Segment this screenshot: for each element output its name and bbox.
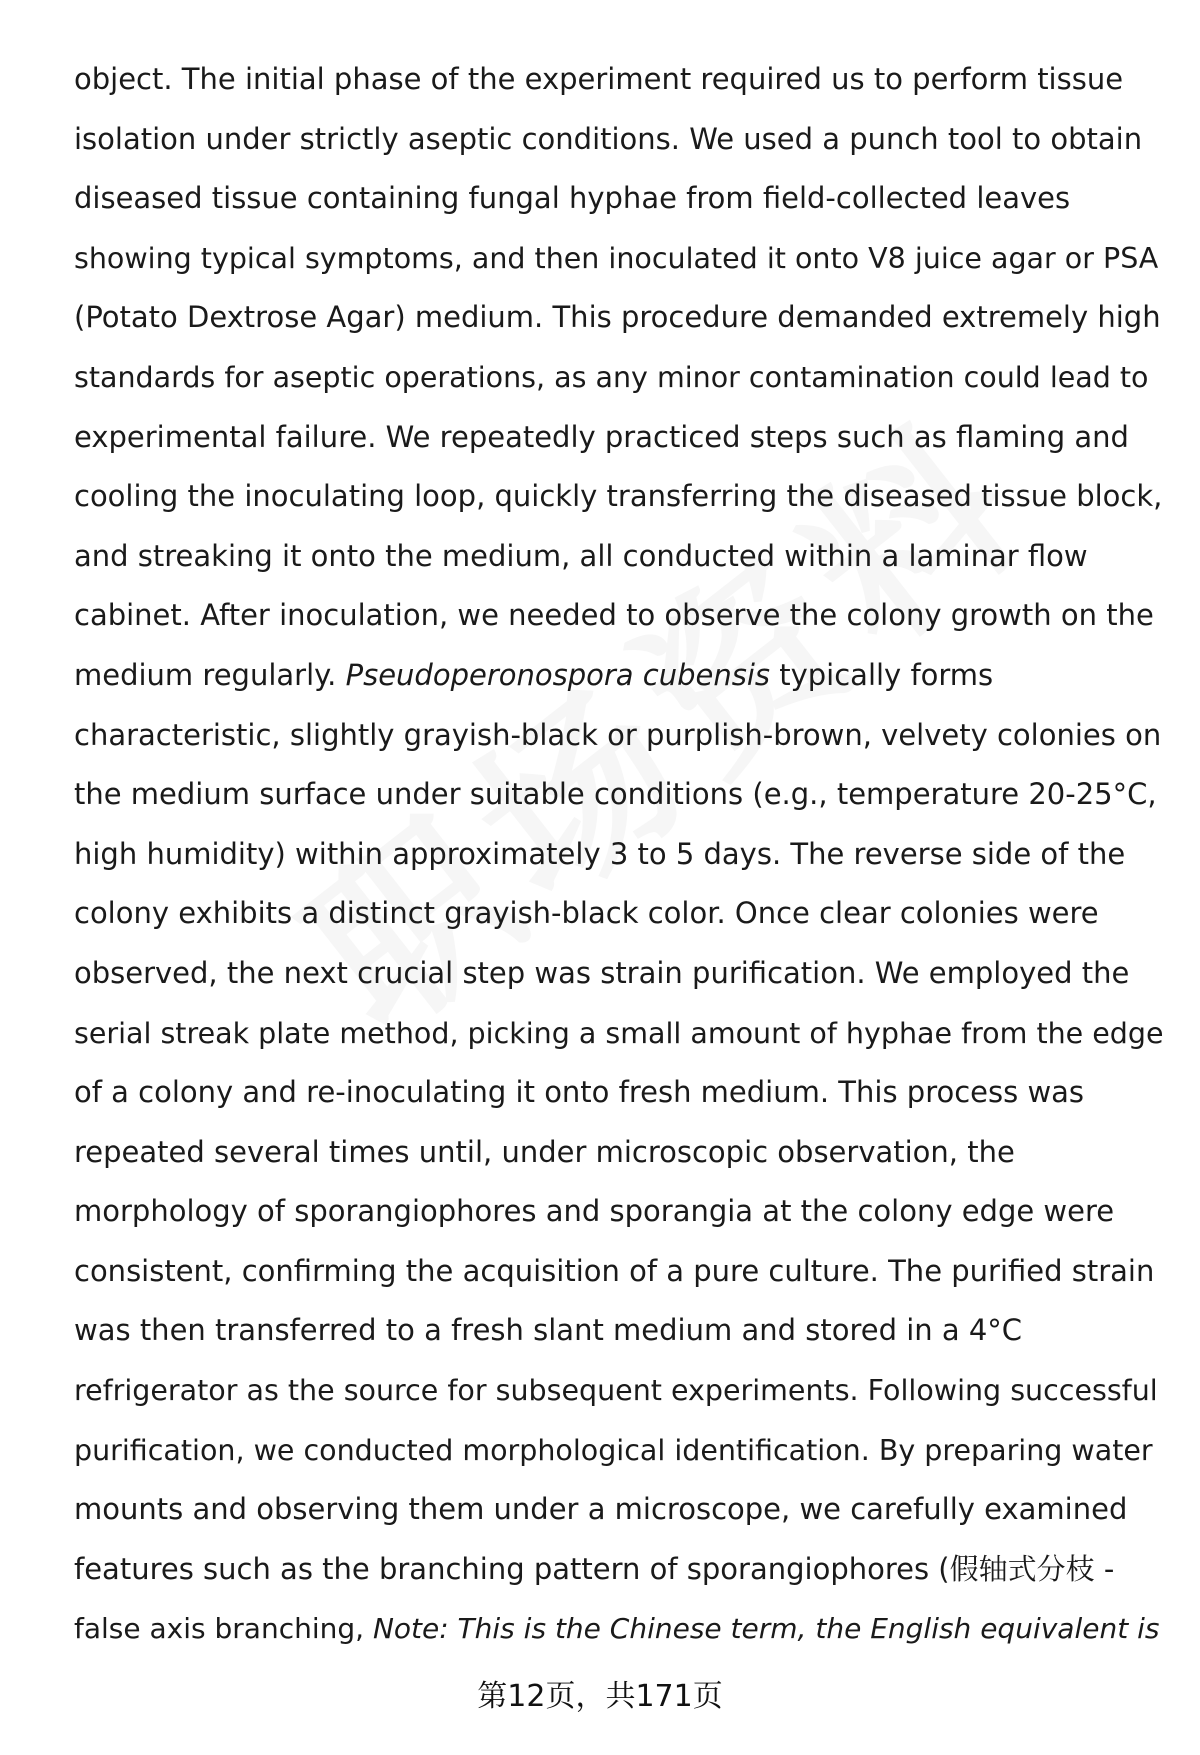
text-line: purification, we conducted morphological identification. By preparing water xyxy=(74,1433,1153,1467)
text-line: colony exhibits a distinct grayish-black color. Once clear colonies were xyxy=(74,896,1099,931)
species-name: Pseudoperonospora cubensis xyxy=(345,657,771,692)
text-line: cooling the inoculating loop, quickly transferring the diseased tissue block, xyxy=(74,479,1163,514)
text-line: and streaking it onto the medium, all conducted within a laminar flow xyxy=(74,538,1088,573)
text-line: cabinet. After inoculation, we needed to observe the colony growth on the xyxy=(74,598,1154,633)
page-number-footer: 第12页，共171页 xyxy=(477,1679,723,1714)
text-line: serial streak plate method, picking a small amount of hyphae from the edge xyxy=(74,1016,1164,1050)
text-line: high humidity) within approximately 3 to 5 days. The reverse side of the xyxy=(74,836,1126,871)
text-line: observed, the next crucial step was strain purification. We employed the xyxy=(74,955,1130,990)
text-line: (Potato Dextrose Agar) medium. This procedure demanded extremely high xyxy=(74,300,1161,335)
text-line: repeated several times until, under microscopic observation, the xyxy=(74,1134,1015,1169)
text-line: characteristic, slightly grayish-black or purplish-brown, velvety colonies on xyxy=(74,717,1162,752)
text-line: showing typical symptoms, and then inoculated it onto V8 juice agar or PSA xyxy=(74,241,1159,275)
text-segment: medium regularly. xyxy=(74,657,346,692)
body-paragraph xyxy=(74,50,1164,1659)
text-line: mounts and observing them under a microscope, we carefully examined xyxy=(74,1492,1128,1527)
text-line: isolation under strictly aseptic conditions. We used a punch tool to obtain xyxy=(74,121,1143,156)
text-line: refrigerator as the source for subsequent experiments. Following successful xyxy=(74,1374,1158,1408)
text-line: experimental failure. We repeatedly practiced steps such as flaming and xyxy=(74,419,1129,454)
text-line: consistent, confirming the acquisition of a pure culture. The purified strain xyxy=(74,1253,1155,1288)
text-line-species xyxy=(74,646,1164,706)
text-line: diseased tissue containing fungal hyphae from field-collected leaves xyxy=(74,181,1071,216)
translator-note: Note: This is the Chinese term, the English equivalent is xyxy=(372,1612,1160,1646)
text-segment: typically forms xyxy=(770,657,994,692)
text-line: standards for aseptic operations, as any minor contamination could lead to xyxy=(74,360,1149,394)
text-line: features such as the branching pattern of sporangiophores (假轴式分枝 - xyxy=(74,1551,1115,1586)
text-line: of a colony and re-inoculating it onto fresh medium. This process was xyxy=(74,1075,1085,1110)
text-line: morphology of sporangiophores and sporangia at the colony edge were xyxy=(74,1194,1115,1229)
text-line: was then transferred to a fresh slant medium and stored in a 4°C xyxy=(74,1313,1023,1348)
text-line-note xyxy=(74,1599,1164,1659)
text-line: object. The initial phase of the experiment required us to perform tissue xyxy=(74,62,1124,96)
text-segment: false axis branching, xyxy=(74,1612,373,1646)
text-line: the medium surface under suitable conditions (e.g., temperature 20-25°C, xyxy=(74,777,1157,812)
